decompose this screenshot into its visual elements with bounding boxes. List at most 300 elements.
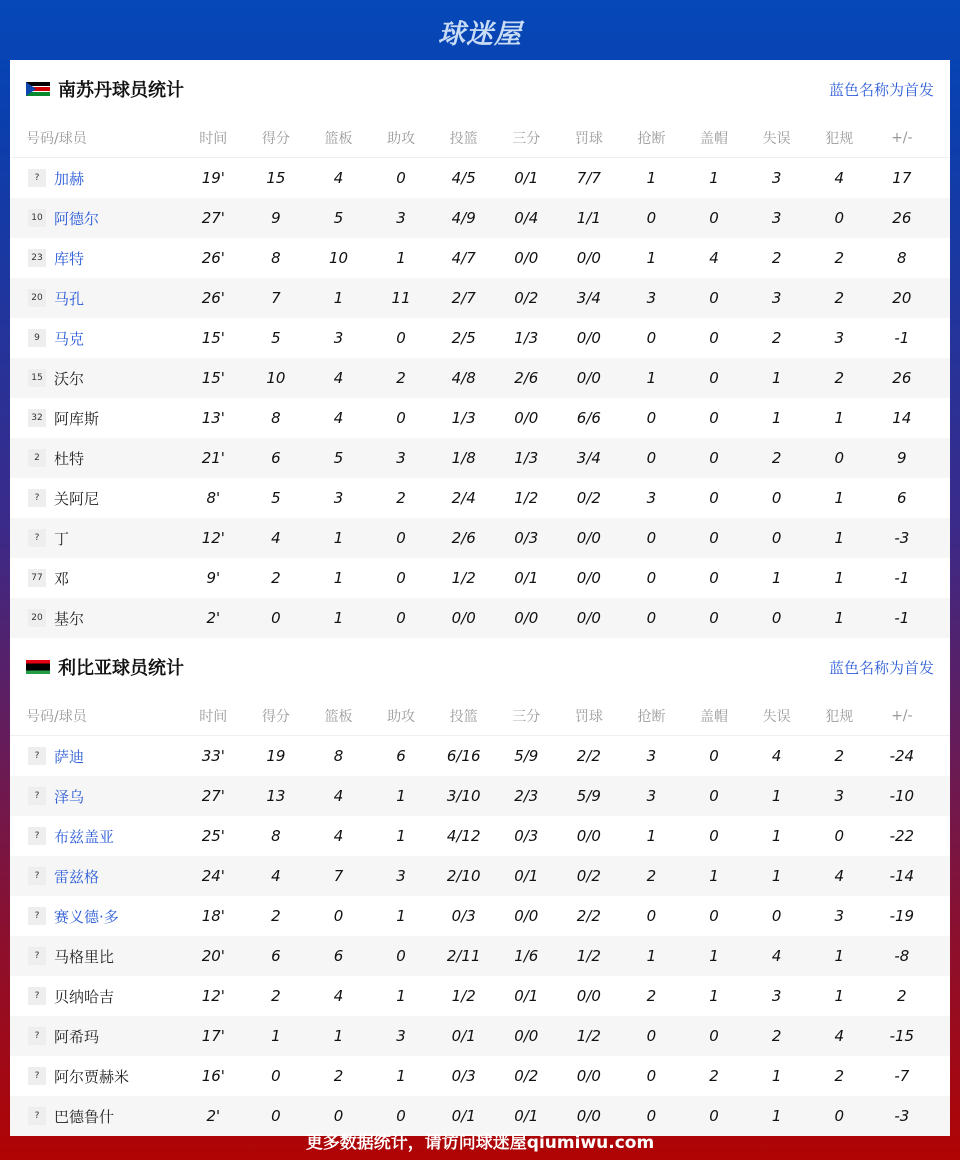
jersey-number: 10 <box>28 209 46 227</box>
player-name[interactable]: 阿德尔 <box>54 209 100 228</box>
stat-cell: 0 <box>709 827 719 845</box>
stat-cell: 1 <box>646 369 657 387</box>
stat-cell: 4/8 <box>451 369 476 387</box>
stat-cell: 1/2 <box>514 489 539 507</box>
stat-cell: 5 <box>271 489 281 507</box>
player-name[interactable]: 布兹盖亚 <box>54 827 115 846</box>
jersey-number: ? <box>28 947 46 965</box>
column-header: 时间 <box>199 708 228 725</box>
player-cell <box>10 1066 182 1087</box>
table-header <box>10 118 950 158</box>
column-header: 犯规 <box>825 130 854 147</box>
player-cell <box>10 488 182 509</box>
stat-cell: 4 <box>709 249 719 267</box>
stat-cell: 3 <box>646 747 657 765</box>
stat-cell: -1 <box>894 329 910 347</box>
stat-cell: 6 <box>271 449 281 467</box>
column-header: 投篮 <box>449 130 478 147</box>
stat-cell: 0/0 <box>576 529 601 547</box>
team-section <box>10 638 950 1136</box>
stat-cell: 4 <box>333 409 344 427</box>
stat-cell: 1 <box>396 787 406 805</box>
stat-cell: 2 <box>834 249 844 267</box>
stat-cell: 9 <box>897 449 907 467</box>
stat-cell: 0 <box>834 1107 844 1125</box>
player-name[interactable]: 泽乌 <box>54 787 85 806</box>
jersey-number: ? <box>28 987 46 1005</box>
stat-cell: 2/7 <box>451 289 476 307</box>
stat-cell: 3/4 <box>576 289 601 307</box>
stat-cell: 20' <box>201 947 225 965</box>
stat-cell: 4 <box>771 747 782 765</box>
stat-cell: 9 <box>271 209 281 227</box>
column-header: 抢断 <box>637 708 666 725</box>
table-row[interactable] <box>10 398 950 438</box>
stat-cell: -1 <box>894 569 910 587</box>
table-row[interactable] <box>10 1016 950 1056</box>
jersey-number: ? <box>28 827 46 845</box>
stat-cell: 15' <box>201 329 225 347</box>
stat-cell: 0 <box>396 409 406 427</box>
player-name[interactable]: 邓 <box>54 569 70 588</box>
stat-cell: 2 <box>834 369 844 387</box>
stat-cell: 1/3 <box>514 329 539 347</box>
stat-cell: 3 <box>771 209 782 227</box>
stat-cell: 4 <box>771 947 782 965</box>
stat-cell: -15 <box>889 1027 915 1045</box>
stat-cell: 18' <box>201 907 225 925</box>
stat-cell: 8 <box>333 747 344 765</box>
player-name[interactable]: 马克 <box>54 329 85 348</box>
table-row[interactable] <box>10 896 950 936</box>
table-row[interactable] <box>10 158 950 198</box>
stat-cell: -24 <box>889 747 915 765</box>
stat-cell: 0 <box>709 289 719 307</box>
jersey-number: 15 <box>28 369 46 387</box>
player-name[interactable]: 赛义德·多 <box>54 907 119 926</box>
stat-cell: 1/2 <box>451 987 476 1005</box>
stat-cell: 8 <box>271 827 281 845</box>
stat-cell: 1 <box>396 827 406 845</box>
stat-cell: 0 <box>646 1107 657 1125</box>
stat-cell: 0/3 <box>451 907 476 925</box>
stat-cell: 0 <box>709 329 719 347</box>
stat-cell: 1 <box>834 947 844 965</box>
stat-cell: 0/0 <box>451 609 476 627</box>
stat-cell: 1 <box>333 609 344 627</box>
stat-cell: 2 <box>834 289 844 307</box>
stat-cell: 0/0 <box>576 329 601 347</box>
stat-cell: 4 <box>333 987 344 1005</box>
stat-cell: -3 <box>894 1107 910 1125</box>
stat-cell: 4 <box>333 827 344 845</box>
stat-cell: 0 <box>646 449 657 467</box>
stat-cell: 0/4 <box>514 209 539 227</box>
stat-cell: 7 <box>271 289 281 307</box>
stat-cell: 6/6 <box>576 409 601 427</box>
stat-cell: 4/9 <box>451 209 476 227</box>
stat-cell: 4/7 <box>451 249 476 267</box>
stat-cell: 4 <box>271 867 281 885</box>
stat-cell: 14 <box>892 409 912 427</box>
stat-cell: 0/0 <box>576 827 601 845</box>
player-name[interactable]: 马孔 <box>54 289 85 308</box>
stat-cell: -10 <box>889 787 915 805</box>
player-cell <box>10 528 182 549</box>
stat-cell: 6 <box>396 747 406 765</box>
stat-cell: 1 <box>333 569 344 587</box>
column-header: 三分 <box>512 130 541 147</box>
table-row[interactable] <box>10 776 950 816</box>
stat-cell: 0/3 <box>514 529 539 547</box>
team-section <box>10 60 950 638</box>
column-header: 失误 <box>762 708 791 725</box>
stat-cell: 5 <box>333 209 344 227</box>
jersey-number: ? <box>28 1027 46 1045</box>
table-row[interactable] <box>10 198 950 238</box>
stat-cell: 0 <box>333 1107 344 1125</box>
stat-cell: 1 <box>396 987 406 1005</box>
stat-cell: 4/5 <box>451 169 476 187</box>
jersey-number: 9 <box>28 329 46 347</box>
stat-cell: 2/2 <box>576 907 601 925</box>
stat-cell: 26 <box>892 209 912 227</box>
jersey-number: ? <box>28 529 46 547</box>
player-name[interactable]: 阿希玛 <box>54 1027 100 1046</box>
stat-cell: 1 <box>333 529 344 547</box>
stat-cell: 2 <box>771 1027 782 1045</box>
stat-cell: 5/9 <box>576 787 601 805</box>
stat-cell: 0/0 <box>576 369 601 387</box>
stat-cell: 2/6 <box>451 529 476 547</box>
column-header: 得分 <box>261 708 290 725</box>
jersey-number: 32 <box>28 409 46 427</box>
stat-cell: 4 <box>333 787 344 805</box>
jersey-number: ? <box>28 787 46 805</box>
stat-cell: 2/6 <box>514 369 539 387</box>
stat-cell: 6/16 <box>446 747 481 765</box>
column-header: 投篮 <box>449 708 478 725</box>
stat-cell: -22 <box>889 827 915 845</box>
stat-cell: 1 <box>333 289 344 307</box>
stat-cell: 2 <box>646 867 657 885</box>
stat-cell: 0/1 <box>451 1107 476 1125</box>
player-name[interactable]: 阿库斯 <box>54 409 100 428</box>
column-header: 盖帽 <box>700 708 729 725</box>
stat-cell: 0 <box>271 1107 281 1125</box>
stat-cell: 4 <box>271 529 281 547</box>
table-row[interactable] <box>10 976 950 1016</box>
stat-cell: 33' <box>201 747 225 765</box>
starter-note: 蓝色名称为首发 <box>828 80 934 99</box>
stat-cell: 0 <box>709 529 719 547</box>
stat-cell: 1 <box>834 987 844 1005</box>
stat-cell: 3 <box>771 289 782 307</box>
stat-cell: 0/0 <box>576 609 601 627</box>
stat-cell: 0 <box>709 489 719 507</box>
table-row[interactable] <box>10 816 950 856</box>
table-row[interactable] <box>10 736 950 776</box>
stat-cell: 8' <box>206 489 221 507</box>
stat-cell: 1 <box>771 1107 782 1125</box>
stat-cell: 2/5 <box>451 329 476 347</box>
stat-cell: 1/2 <box>576 1027 601 1045</box>
stat-cell: 8 <box>271 249 281 267</box>
stat-cell: 0 <box>709 569 719 587</box>
stat-cell: 2/11 <box>446 947 481 965</box>
stat-cell: 0 <box>709 449 719 467</box>
stat-cell: 1 <box>709 987 719 1005</box>
stat-cell: 0 <box>646 1027 657 1045</box>
stat-cell: 27' <box>201 787 225 805</box>
stat-cell: 8 <box>897 249 907 267</box>
player-cell <box>10 248 182 269</box>
stat-cell: 0 <box>646 1067 657 1085</box>
stat-cell: 0 <box>333 907 344 925</box>
table-row[interactable] <box>10 438 950 478</box>
stat-cell: 0 <box>709 1107 719 1125</box>
player-name[interactable]: 巴德鲁什 <box>54 1107 115 1126</box>
column-header: +/- <box>891 129 913 146</box>
stat-cell: 6 <box>333 947 344 965</box>
stat-cell: 1/2 <box>451 569 476 587</box>
player-cell <box>10 1106 182 1127</box>
stat-cell: 5 <box>333 449 344 467</box>
player-cell <box>10 328 182 349</box>
table-row[interactable] <box>10 598 950 638</box>
player-name[interactable]: 雷兹格 <box>54 867 100 886</box>
stat-cell: 3 <box>396 449 406 467</box>
stat-cell: 0/0 <box>514 609 539 627</box>
stat-cell: 2 <box>396 489 406 507</box>
stat-cell: 1/3 <box>514 449 539 467</box>
stat-cell: 1 <box>771 569 782 587</box>
stat-cell: 8 <box>271 409 281 427</box>
stat-cell: 0/0 <box>576 1067 601 1085</box>
table-row[interactable] <box>10 278 950 318</box>
stat-cell: 0/0 <box>576 1107 601 1125</box>
stat-cell: 2 <box>271 987 281 1005</box>
stat-cell: 0/1 <box>514 867 539 885</box>
stat-cell: 25' <box>201 827 225 845</box>
jersey-number: 77 <box>28 569 46 587</box>
stat-cell: 0 <box>646 409 657 427</box>
stat-cell: 19 <box>266 747 286 765</box>
stat-cell: 1 <box>271 1027 281 1045</box>
player-name[interactable]: 杜特 <box>54 449 85 468</box>
stat-cell: 4 <box>834 867 844 885</box>
stat-cell: 2 <box>897 987 907 1005</box>
player-cell <box>10 906 182 927</box>
stat-cell: 1 <box>771 867 782 885</box>
stat-cell: 0 <box>646 529 657 547</box>
jersey-number: 2 <box>28 449 46 467</box>
table-row[interactable] <box>10 478 950 518</box>
player-name[interactable]: 沃尔 <box>54 369 85 388</box>
stat-cell: 11 <box>391 289 411 307</box>
column-header: 助攻 <box>387 130 416 147</box>
stat-cell: 0 <box>709 1027 719 1045</box>
stat-cell: 2' <box>206 609 221 627</box>
stat-cell: 0/0 <box>514 409 539 427</box>
player-name[interactable]: 基尔 <box>54 609 85 628</box>
column-header: 助攻 <box>387 708 416 725</box>
player-name[interactable]: 萨迪 <box>54 747 85 766</box>
stat-cell: 1/6 <box>514 947 539 965</box>
stat-cell: 2/2 <box>576 747 601 765</box>
player-name[interactable]: 关阿尼 <box>54 489 100 508</box>
footer-text: 更多数据统计，请访问球迷屋qiumiwu.com <box>305 1133 655 1153</box>
player-cell <box>10 368 182 389</box>
stat-cell: 2/4 <box>451 489 476 507</box>
stat-cell: 0 <box>709 409 719 427</box>
stat-cell: 1 <box>834 489 844 507</box>
player-cell <box>10 288 182 309</box>
stat-cell: 0/0 <box>576 249 601 267</box>
stat-cell: 0/1 <box>451 1027 476 1045</box>
stat-cell: 10 <box>266 369 286 387</box>
stat-cell: 20 <box>892 289 912 307</box>
stat-cell: 0 <box>396 569 406 587</box>
stat-cell: 15 <box>266 169 286 187</box>
stat-cell: 0 <box>709 209 719 227</box>
stat-cell: 2 <box>333 1067 344 1085</box>
stat-cell: 0/2 <box>514 289 539 307</box>
table-header <box>10 696 950 736</box>
stat-cell: 3/4 <box>576 449 601 467</box>
stat-cell: 0 <box>709 787 719 805</box>
player-cell <box>10 448 182 469</box>
table-row[interactable] <box>10 936 950 976</box>
stat-cell: 26' <box>201 249 225 267</box>
player-cell <box>10 786 182 807</box>
column-header: 失误 <box>762 130 791 147</box>
stat-cell: 2 <box>709 1067 719 1085</box>
team-title-bar <box>10 638 950 696</box>
stat-cell: 0 <box>771 529 782 547</box>
stat-cell: 3 <box>333 489 344 507</box>
stat-cell: 4 <box>834 1027 844 1045</box>
stat-cell: -1 <box>894 609 910 627</box>
stat-cell: 24' <box>201 867 225 885</box>
stat-cell: 21' <box>201 449 225 467</box>
stat-cell: 1 <box>771 827 782 845</box>
stat-cell: 0 <box>396 1107 406 1125</box>
stat-cell: 6 <box>271 947 281 965</box>
player-name[interactable]: 贝纳哈吉 <box>54 987 115 1006</box>
player-cell <box>10 168 182 189</box>
team-title: 南苏丹球员统计 <box>58 80 184 101</box>
table-row[interactable] <box>10 238 950 278</box>
stat-cell: 0 <box>834 449 844 467</box>
stat-cell: 0/1 <box>514 569 539 587</box>
stat-cell: 3/10 <box>446 787 481 805</box>
stat-cell: 0/0 <box>514 249 539 267</box>
stat-cell: 1 <box>834 569 844 587</box>
jersey-number: ? <box>28 169 46 187</box>
jersey-number: 20 <box>28 609 46 627</box>
stat-cell: 3 <box>646 289 657 307</box>
stat-cell: 9' <box>206 569 221 587</box>
stat-cell: 27' <box>201 209 225 227</box>
stat-cell: 6 <box>897 489 907 507</box>
stat-cell: 13' <box>201 409 225 427</box>
column-header: +/- <box>891 707 913 724</box>
team-title-bar <box>10 60 950 118</box>
column-header: 罚球 <box>574 130 603 147</box>
stat-cell: 2 <box>271 569 281 587</box>
stat-cell: 3 <box>771 169 782 187</box>
stat-cell: 2 <box>771 449 782 467</box>
stat-cell: 2 <box>271 907 281 925</box>
stat-cell: 0/1 <box>514 169 539 187</box>
table-row[interactable] <box>10 1056 950 1096</box>
table-row[interactable] <box>10 518 950 558</box>
stat-cell: 0/3 <box>451 1067 476 1085</box>
stat-cell: 4 <box>333 369 344 387</box>
stat-cell: 1 <box>834 409 844 427</box>
stat-cell: 17' <box>201 1027 225 1045</box>
stat-cell: 12' <box>201 529 225 547</box>
stat-cell: 0 <box>834 827 844 845</box>
stat-cell: 0 <box>646 907 657 925</box>
column-header: 抢断 <box>637 130 666 147</box>
stat-cell: 3 <box>333 329 344 347</box>
stat-cell: 26' <box>201 289 225 307</box>
jersey-number: ? <box>28 1067 46 1085</box>
stat-cell: 0 <box>271 1067 281 1085</box>
player-cell <box>10 826 182 847</box>
table-row[interactable] <box>10 318 950 358</box>
stat-cell: 1 <box>709 947 719 965</box>
stat-cell: 4 <box>333 169 344 187</box>
stat-cell: 0/1 <box>514 1107 539 1125</box>
stat-cell: 2/10 <box>446 867 481 885</box>
column-header: 罚球 <box>574 708 603 725</box>
player-name[interactable]: 加赫 <box>54 169 85 188</box>
libya-flag-icon <box>26 660 50 674</box>
table-row[interactable] <box>10 358 950 398</box>
player-cell <box>10 568 182 589</box>
column-header: 号码/球员 <box>26 708 87 725</box>
stat-cell: 2 <box>834 747 844 765</box>
table-row[interactable] <box>10 558 950 598</box>
stat-cell: 1 <box>834 529 844 547</box>
stat-cell: 3 <box>646 787 657 805</box>
stat-cell: 2 <box>834 1067 844 1085</box>
player-name[interactable]: 阿尔贾赫米 <box>54 1067 130 1086</box>
column-header: 篮板 <box>324 708 353 725</box>
stat-cell: 1/1 <box>576 209 601 227</box>
stat-cell: 1 <box>771 787 782 805</box>
qiumiwu-logo: 球迷屋 <box>438 19 522 50</box>
table-row[interactable] <box>10 856 950 896</box>
stat-cell: 19' <box>201 169 225 187</box>
player-name[interactable]: 库特 <box>54 249 85 268</box>
player-name[interactable]: 马格里比 <box>54 947 115 966</box>
stat-cell: 3 <box>396 867 406 885</box>
stats-card <box>10 60 950 1126</box>
stat-cell: 3 <box>771 987 782 1005</box>
stat-cell: 0 <box>834 209 844 227</box>
stat-cell: 3 <box>396 1027 406 1045</box>
stat-cell: 4/12 <box>446 827 481 845</box>
stat-cell: 1 <box>333 1027 344 1045</box>
stat-cell: 0/0 <box>576 987 601 1005</box>
stat-cell: 17 <box>892 169 912 187</box>
player-name[interactable]: 丁 <box>54 529 70 548</box>
jersey-number: ? <box>28 1107 46 1125</box>
